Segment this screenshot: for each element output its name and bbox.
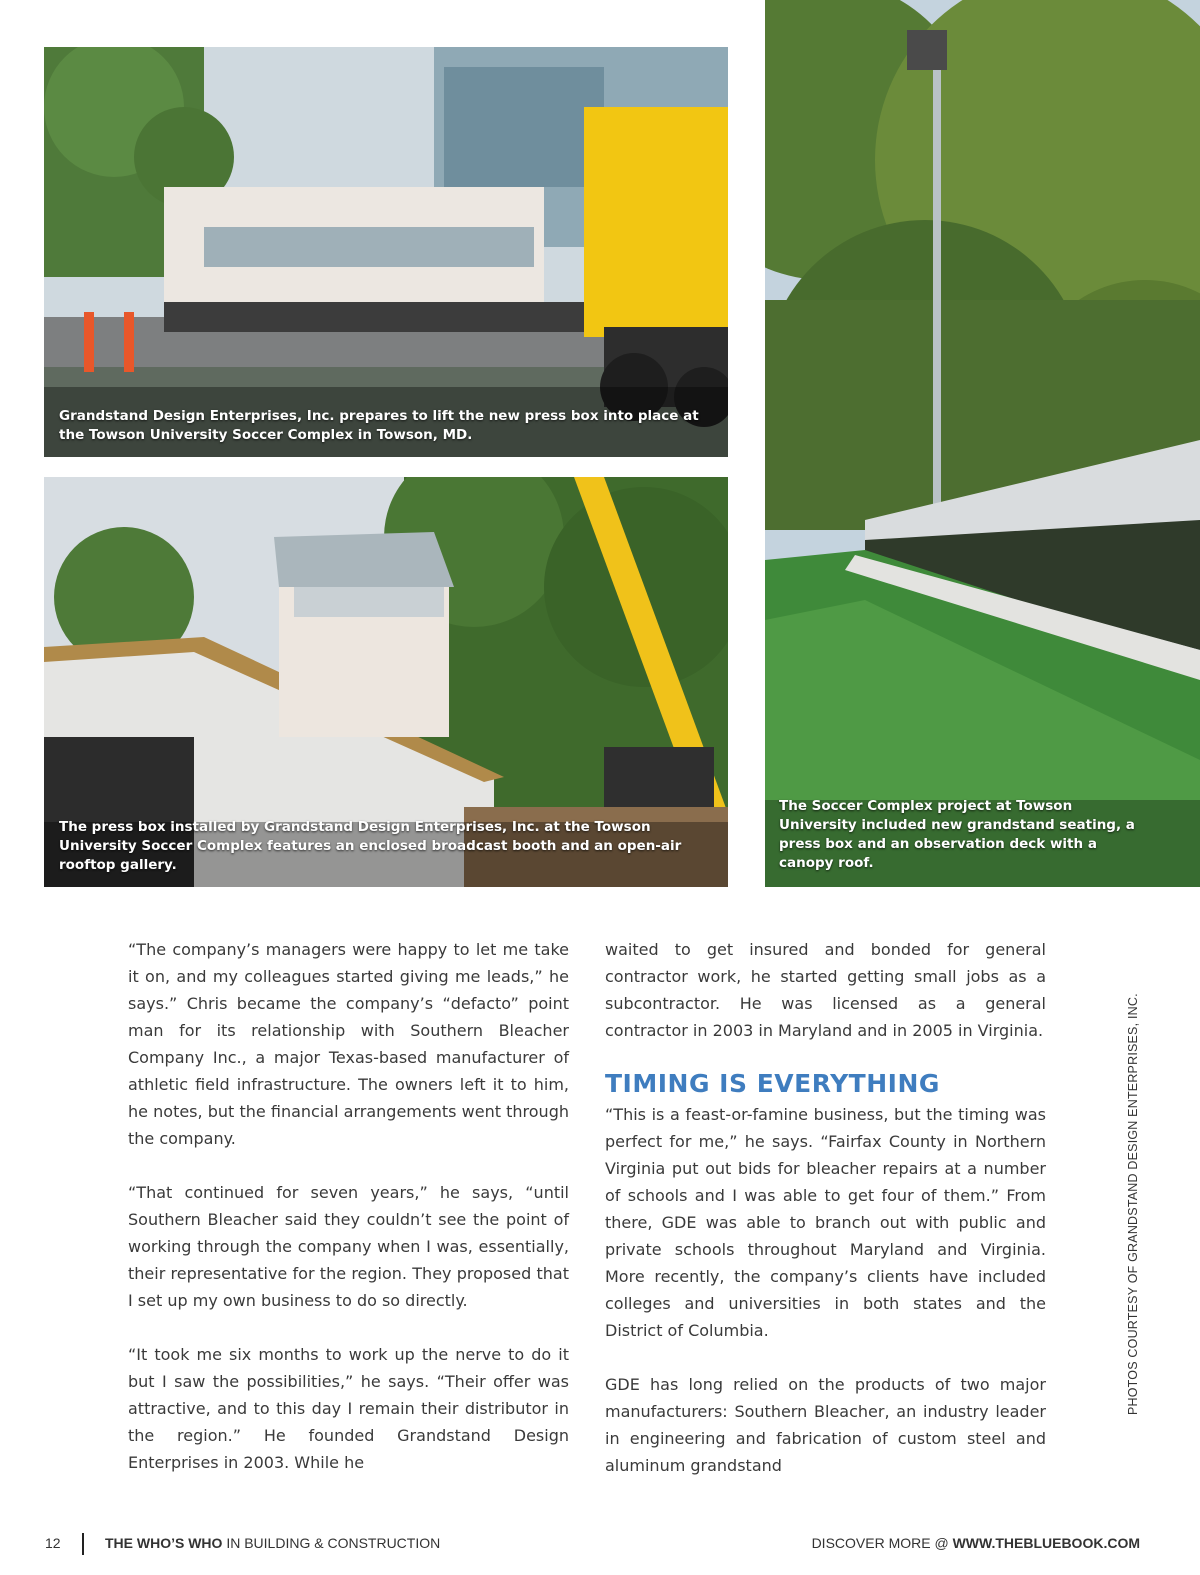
article-column-left bbox=[128, 936, 569, 1503]
discover-prefix: DISCOVER MORE @ bbox=[811, 1535, 953, 1551]
grandstand-seating-image bbox=[765, 0, 1200, 887]
photo-grandstand-seating bbox=[765, 0, 1200, 887]
article-paragraph: GDE has long relied on the products of two major manufacturers: Southern Bleacher, an industry leader in engineering and fabrication of custom steel and aluminum grandstand bbox=[605, 1375, 1046, 1475]
section-heading: TIMING IS EVERYTHING bbox=[605, 1069, 940, 1098]
article-paragraph: “The company’s managers were happy to let me take it on, and my colleagues started giving me leads,” he says.” Chris became the company’s “defacto” point man for its relationship with Southern Bleacher Company Inc., a major Texas-based manufacturer of athletic field infrastructure. The owners left it to him, he notes, but the financial arrangements went through the company. bbox=[128, 940, 569, 1148]
article-column-right bbox=[605, 936, 1046, 1506]
publication-name bbox=[105, 1535, 440, 1551]
page-number: 12 bbox=[45, 1535, 61, 1551]
photo-credit: PHOTOS COURTESY OF GRANDSTAND DESIGN ENTERPRISES, INC. bbox=[1126, 993, 1140, 1415]
caption-press-box-lift: Grandstand Design Enterprises, Inc. prepares to lift the new press box into place at the Towson University Soccer Complex in Towson, MD. bbox=[59, 408, 699, 443]
page-footer bbox=[45, 1533, 1140, 1555]
caption-press-box-installed: The press box installed by Grandstand Design Enterprises, Inc. at the Towson University Soccer Complex features an enclosed broadcast booth and an open-air rooftop gallery. bbox=[59, 819, 682, 873]
publication-name-rest: IN BUILDING & CONSTRUCTION bbox=[222, 1535, 441, 1551]
footer-divider bbox=[82, 1533, 84, 1555]
article-paragraph: “That continued for seven years,” he says, “until Southern Bleacher said they couldn’t see the point of working through the company when I was, essentially, their representative for the region. They proposed that I set up my own business to do so directly. bbox=[128, 1183, 569, 1310]
article-paragraph: “It took me six months to work up the nerve to do it but I saw the possibilities,” he says. “Their offer was attractive, and to this day I remain their distributor in the region.” He founded Grandstand Design Enterprises in 2003. While he bbox=[128, 1345, 569, 1472]
article-paragraph: waited to get insured and bonded for general contractor work, he started getting small jobs as a subcontractor. He was licensed as a general contractor in 2003 in Maryland and in 2005 in Virginia. bbox=[605, 940, 1046, 1040]
photo-press-box-lift bbox=[44, 47, 728, 457]
article-paragraph: “This is a feast-or-famine business, but the timing was perfect for me,” he says. “Fairfax County in Northern Virginia put out bids for bleacher repairs at a number of schools and I was able to get four of them.” From there, GDE was able to branch out with public and private schools throughout Maryland and Virginia. More recently, the company’s clients have included colleges and universities in both states and the District of Columbia. bbox=[605, 1105, 1046, 1340]
photo-press-box-installed bbox=[44, 477, 728, 887]
caption-grandstand-seating: The Soccer Complex project at Towson University included new grandstand seating, a press box and an observation deck with a canopy roof. bbox=[779, 798, 1135, 871]
publication-name-bold: THE WHO’S WHO bbox=[105, 1535, 223, 1551]
discover-more bbox=[812, 1535, 1140, 1551]
press-box-lift-image bbox=[44, 47, 728, 457]
discover-url-link[interactable]: WWW.THEBLUEBOOK.COM bbox=[952, 1535, 1140, 1551]
